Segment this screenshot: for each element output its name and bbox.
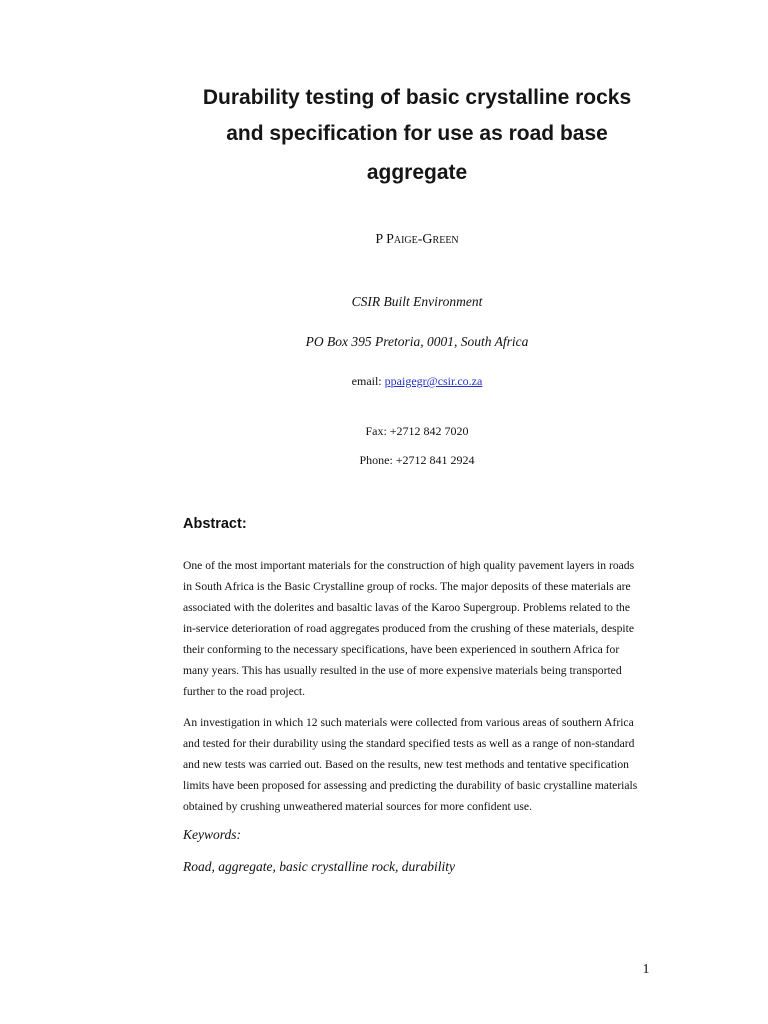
- abstract-paragraph-2: [183, 712, 653, 817]
- page-number: 1: [642, 962, 650, 977]
- paper-title-line-2: and specification for use as road base: [226, 122, 608, 145]
- paper-title-line-1: Durability testing of basic crystalline rocks: [202, 86, 632, 109]
- abstract-heading: Abstract:: [183, 516, 247, 532]
- fax-number: Fax: +2712 842 7020: [365, 424, 469, 438]
- abstract-line: limits have been proposed for assessing and predicting the durability of basic crystalline materials: [183, 779, 638, 792]
- abstract-line: and tested for their durability using the standard specified tests as well as a range of non-standard: [183, 737, 635, 750]
- affiliation-address: PO Box 395 Pretoria, 0001, South Africa: [305, 334, 529, 349]
- email-line: [100, 374, 734, 389]
- abstract-line: in South Africa is the Basic Crystalline group of rocks. The major deposits of these materials are: [183, 580, 631, 593]
- affiliation-organisation: CSIR Built Environment: [351, 294, 483, 309]
- phone-number: Phone: +2712 841 2924: [359, 453, 475, 467]
- abstract-line: in-service deterioration of road aggregates produced from the crushing of these materials, despite: [183, 622, 635, 635]
- abstract-line: many years. This has usually resulted in the use of more expensive materials being transported: [183, 664, 622, 677]
- keywords-list: Road, aggregate, basic crystalline rock, durability: [183, 859, 455, 874]
- email-link[interactable]: ppaigegr@csir.co.za: [384, 374, 483, 388]
- abstract-line: obtained by crushing unweathered material sources for more confident use.: [183, 800, 532, 813]
- abstract-line: their conforming to the necessary specifications, have been experienced in southern Africa for: [183, 643, 620, 656]
- abstract-paragraph-1: [183, 555, 653, 702]
- abstract-line: and new tests was carried out. Based on the results, new test methods and tentative specification: [183, 758, 629, 771]
- abstract-line: associated with the dolerites and basaltic lavas of the Karoo Supergroup. Problems related to the: [183, 601, 630, 614]
- author-name: P Paige-Green: [375, 232, 459, 247]
- abstract-line: One of the most important materials for the construction of high quality pavement layers in roads: [183, 559, 635, 572]
- email-label: email:: [351, 374, 385, 388]
- paper-title-line-3: aggregate: [366, 161, 468, 184]
- abstract-line: An investigation in which 12 such materials were collected from various areas of southern Africa: [183, 716, 634, 729]
- keywords-label: Keywords:: [183, 827, 241, 842]
- abstract-line: further to the road project.: [183, 685, 306, 698]
